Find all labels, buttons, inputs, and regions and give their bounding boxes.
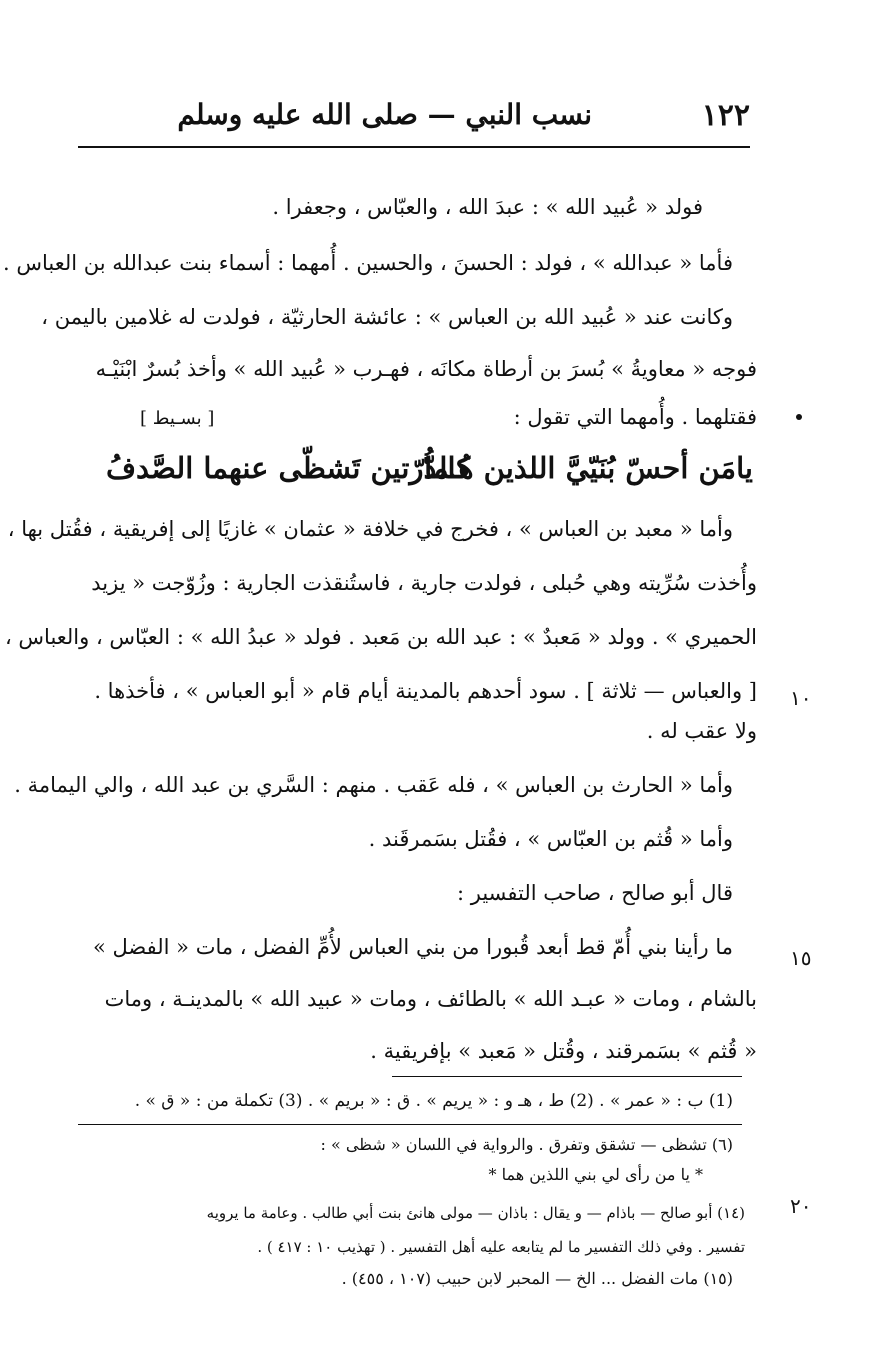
commentary-line: (١٥) مات الفضل ... الخ — المحبر لابن حبيب (١٠٧ ، ٤٥٥) . xyxy=(341,1269,733,1288)
body-line: ما رأينا بني أُمّ قط أبعد قُبورا من بني العباس لأُمِّ الفضل ، مات « الفضل » xyxy=(93,935,733,959)
page-header xyxy=(78,96,750,138)
page-number: ١٢٢ xyxy=(701,98,750,133)
commentary-line: (٦) تشظى — تشقق وتفرق . والرواية في اللسان « شظى » : xyxy=(320,1135,733,1154)
body-line: فولد « عُبيد الله » : عبدَ الله ، والعبّاس ، وجعفرا . xyxy=(272,195,703,219)
body-line: فوجه « معاويةُ » بُسرَ بن أرطاة مكانَه ، فهـرب « عُبيد الله » وأخذ بُسرٌ ابْنَيْـه xyxy=(95,357,757,381)
header-rule xyxy=(78,146,750,148)
margin-marker-5 xyxy=(796,414,802,420)
body-line: الحميري » . وولد « مَعبدٌ » : عبد الله بن مَعبد . فولد « عبدُ الله » : العبّاس ، والعباس ، xyxy=(4,625,757,649)
commentary-rule xyxy=(78,1124,742,1125)
body-line: وأما « قُثم بن العبّاس » ، فقُتل بسَمرقَند . xyxy=(368,827,733,851)
verse-hemistich-second: كالدُّرّتين تَشظّى عنهما الصَّدفُ xyxy=(106,451,471,485)
body-line: وكانت عند « عُبيد الله بن العباس » : عائشة الحارثيّة ، فولدت له غلامين باليمن ، xyxy=(41,305,733,329)
commentary-line: (١٤) أبو صالح — باذام — و يقال : باذان — مولى هانئ بنت أبي طالب . وعامة ما يرويه xyxy=(206,1204,745,1222)
body-line: « قُثم » بسَمرقند ، وقُتل « مَعبد » بإفريقية . xyxy=(370,1039,757,1063)
body-line: [ والعباس — ثلاثة ] . سود أحدهم بالمدينة أيام قام « أبو العباس » ، فأخذها . xyxy=(94,679,757,703)
margin-number: ٢٠ xyxy=(790,1194,812,1218)
commentary-line: * يا من رأى لي بني اللذين هما * xyxy=(488,1165,703,1184)
body-line: ولا عقب له . xyxy=(646,719,757,743)
body-line: بالشام ، ومات « عبـد الله » بالطائف ، ومات « عبيد الله » بالمدينـة ، ومات xyxy=(104,987,757,1011)
body-line: فأما « عبدالله » ، فولد : الحسنَ ، والحسين . أُمهما : أسماء بنت عبدالله بن العباس . xyxy=(3,251,733,275)
footnote-rule xyxy=(392,1076,742,1077)
commentary-line: تفسير . وفي ذلك التفسير ما لم يتابعه عليه أهل التفسير . ( تهذيب ١٠ : ٤١٧ ) . xyxy=(257,1238,745,1256)
verse-hemistich-first: يامَن أحسّ بُنَيّيَّ اللذين هُـما xyxy=(424,451,753,485)
footnote-references: (1) ب : « عمر » . (2) ط ، هـ و : « يريم » . ق : « بريم » . (3) تكملة من : « ق » . xyxy=(134,1091,733,1111)
margin-number: ١٥ xyxy=(790,946,812,970)
body-line: وأما « الحارث بن العباس » ، فله عَقب . منهم : السَّري بن عبد الله ، والي اليمامة . xyxy=(14,773,733,797)
meter-label: [ بسـيط ] xyxy=(140,408,215,429)
body-line: قال أبو صالح ، صاحب التفسير : xyxy=(457,881,733,905)
body-line: وأما « معبد بن العباس » ، فخرج في خلافة « عثمان » غازيًا إلى إفريقية ، فقُتل بها ، xyxy=(7,517,733,541)
body-line: وأُخذت سُرِّيته وهي حُبلى ، فولدت جارية ، فاستُنقذت الجارية : وزُوّجت « يزيد xyxy=(91,571,757,595)
margin-number: ١٠ xyxy=(790,686,812,710)
running-title: نسب النبي — صلى الله عليه وسلم xyxy=(177,98,592,131)
body-line: فقتلهما . وأُمهما التي تقول : xyxy=(513,405,757,429)
